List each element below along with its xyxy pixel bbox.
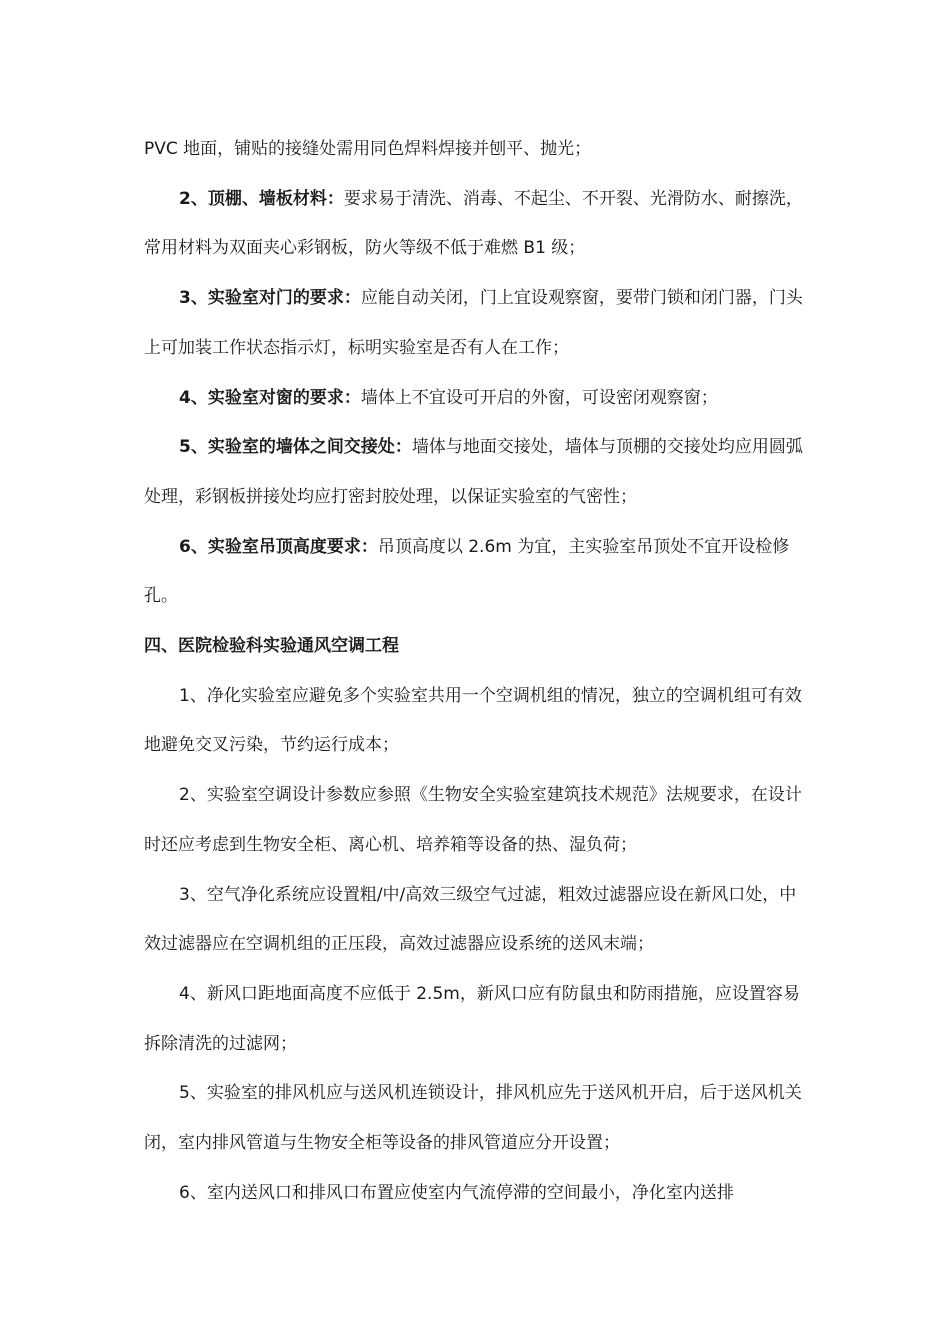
paragraph-text: 吊顶高度以 2.6m 为宜，主实验室吊顶处不宜开设检修孔。 [144,536,790,607]
paragraph-ceiling-wall-material [144,175,810,274]
paragraph-door-requirements [144,274,810,373]
list-item: 3、空气净化系统应设置粗/中/高效三级空气过滤，粗效过滤器应设在新风口处，中效过滤器应在空调机组的正压段，高效过滤器应设系统的送风末端； [144,884,797,955]
list-item: 4、新风口距地面高度不应低于 2.5m，新风口应有防鼠虫和防雨措施，应设置容易拆除清洗的过滤网； [144,983,800,1054]
paragraph-text: PVC 地面，铺贴的接缝处需用同色焊料焊接并刨平、抛光； [144,139,592,159]
paragraph-ceiling-height [144,523,810,622]
paragraph-lead: 3、实验室对门的要求： [179,288,361,309]
paragraph-pvc-floor [144,125,810,175]
paragraph-text: 要求易于清洗、消毒、不起尘、不开裂、光滑防水、耐擦洗，常用材料为双面夹心彩钢板，防火等级不低于难燃 B1 级； [144,188,803,259]
list-item: 1、净化实验室应避免多个实验室共用一个空调机组的情况，独立的空调机组可有效地避免交叉污染，节约运行成本； [144,685,802,756]
paragraph-text: 墙体上不宜设可开启的外窗，可设密闭观察窗； [360,387,718,408]
list-item: 2、实验室空调设计参数应参照《生物安全实验室建筑技术规范》法规要求，在设计时还应考虑到生物安全柜、离心机、培养箱等设备的热、湿负荷； [144,785,802,855]
section-heading: 四、医院检验科实验通风空调工程 [144,636,399,657]
paragraph-lead: 2、顶棚、墙板材料： [179,188,344,209]
document-body [144,125,810,1218]
list-item: 6、室内送风口和排风口布置应使室内气流停滞的空间最小，净化室内送排 [179,1182,734,1203]
paragraph-text: 墙体与地面交接处，墙体与顶棚的交接处均应用圆弧处理，彩钢板拼接处均应打密封胶处理，以保证实验室的气密性； [144,437,803,507]
paragraph-lead: 4、实验室对窗的要求： [179,387,361,408]
paragraph-window-requirements [144,374,810,424]
paragraph-wall-junctions [144,423,810,522]
paragraph-text: 应能自动关闭，门上宜设观察窗，要带门锁和闭门器，门头上可加装工作状态指示灯，标明实验室是否有人在工作； [144,288,803,358]
paragraph-lead: 6、实验室吊顶高度要求： [179,536,378,557]
paragraph-lead: 5、实验室的墙体之间交接处： [179,437,412,458]
list-item: 5、实验室的排风机应与送风机连锁设计，排风机应先于送风机开启，后于送风机关闭，室内排风管道与生物安全柜等设备的排风管道应分开设置； [144,1083,802,1154]
